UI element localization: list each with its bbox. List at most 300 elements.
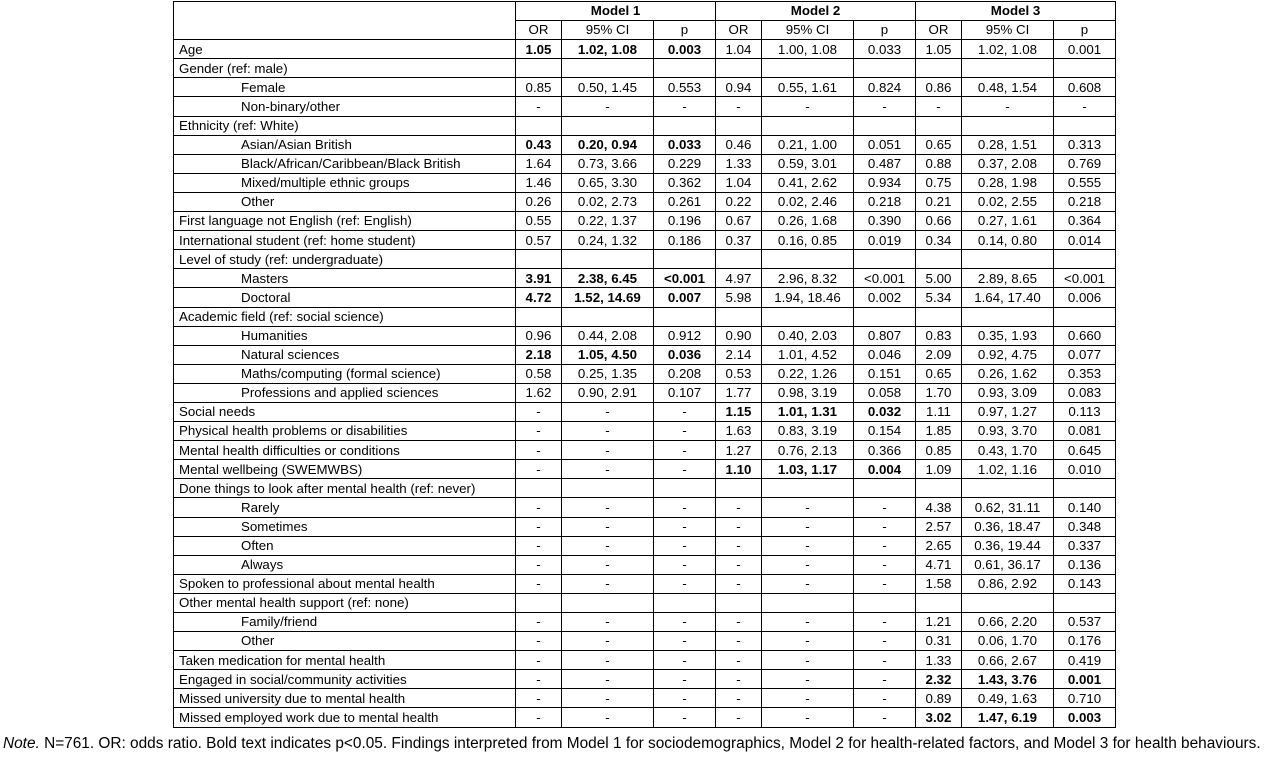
model-2-p-cell: 0.824 bbox=[854, 78, 916, 97]
model-1-p-cell bbox=[654, 59, 716, 78]
model-1-p-cell: - bbox=[654, 574, 716, 593]
model-3-p-cell: 0.176 bbox=[1054, 632, 1116, 651]
or-header: OR bbox=[716, 21, 762, 40]
p-header: p bbox=[1054, 21, 1116, 40]
p-header: p bbox=[854, 21, 916, 40]
model-3-or-cell: 5.00 bbox=[916, 269, 962, 288]
model-3-ci-cell: 0.62, 31.11 bbox=[962, 498, 1054, 517]
row-label: International student (ref: home student) bbox=[174, 231, 516, 250]
model-1-ci-cell: - bbox=[562, 498, 654, 517]
table-row bbox=[174, 555, 1116, 574]
model-3-p-cell: 0.140 bbox=[1054, 498, 1116, 517]
model-2-ci-cell bbox=[762, 116, 854, 135]
model-1-ci-cell: - bbox=[562, 555, 654, 574]
row-label: Engaged in social/community activities bbox=[174, 670, 516, 689]
model-2-or-cell: - bbox=[716, 574, 762, 593]
row-label: Other mental health support (ref: none) bbox=[174, 593, 516, 612]
model-1-ci-cell: - bbox=[562, 670, 654, 689]
model-1-p-cell: - bbox=[654, 441, 716, 460]
model-2-ci-cell: - bbox=[762, 689, 854, 708]
model-3-ci-cell: 0.36, 18.47 bbox=[962, 517, 1054, 536]
table-row bbox=[174, 40, 1116, 59]
model-3-p-cell: 0.001 bbox=[1054, 40, 1116, 59]
model-3-ci-cell: 0.36, 19.44 bbox=[962, 536, 1054, 555]
row-label: Gender (ref: male) bbox=[174, 59, 516, 78]
model-2-ci-cell: - bbox=[762, 613, 854, 632]
model-2-or-cell: - bbox=[716, 613, 762, 632]
model-2-p-cell bbox=[854, 593, 916, 612]
model-1-or-cell: 3.91 bbox=[516, 269, 562, 288]
model-2-or-cell: 5.98 bbox=[716, 288, 762, 307]
table-row bbox=[174, 192, 1116, 211]
model-2-ci-cell: - bbox=[762, 670, 854, 689]
model-2-or-cell: 1.04 bbox=[716, 173, 762, 192]
model-3-or-cell bbox=[916, 116, 962, 135]
model-3-or-cell: 0.75 bbox=[916, 173, 962, 192]
model-3-p-cell: 0.769 bbox=[1054, 154, 1116, 173]
model-3-p-cell: 0.555 bbox=[1054, 173, 1116, 192]
ci-header: 95% CI bbox=[762, 21, 854, 40]
model-1-ci-cell: 0.25, 1.35 bbox=[562, 364, 654, 383]
model-3-or-cell: 0.65 bbox=[916, 364, 962, 383]
model-1-ci-cell: - bbox=[562, 441, 654, 460]
model-1-ci-cell: 0.22, 1.37 bbox=[562, 212, 654, 231]
model-3-p-cell: 0.081 bbox=[1054, 422, 1116, 441]
model-3-ci-cell: 1.02, 1.16 bbox=[962, 460, 1054, 479]
model-3-or-cell: 0.66 bbox=[916, 212, 962, 231]
model-2-or-cell: - bbox=[716, 670, 762, 689]
model-3-p-cell: 0.660 bbox=[1054, 326, 1116, 345]
row-label: Rarely bbox=[174, 498, 516, 517]
model-2-or-cell: 0.22 bbox=[716, 192, 762, 211]
table-row bbox=[174, 479, 1116, 498]
model-1-p-cell: - bbox=[654, 689, 716, 708]
model-3-ci-cell: 0.26, 1.62 bbox=[962, 364, 1054, 383]
model-2-ci-cell: 1.01, 4.52 bbox=[762, 345, 854, 364]
model-3-ci-cell: 0.48, 1.54 bbox=[962, 78, 1054, 97]
model-3-or-cell bbox=[916, 593, 962, 612]
table-note bbox=[3, 734, 1278, 754]
model-3-ci-cell bbox=[962, 593, 1054, 612]
model-1-ci-cell: - bbox=[562, 632, 654, 651]
model-2-ci-cell: - bbox=[762, 555, 854, 574]
model-2-ci-cell: 1.03, 1.17 bbox=[762, 460, 854, 479]
model-2-ci-cell bbox=[762, 593, 854, 612]
model-1-or-cell: - bbox=[516, 708, 562, 727]
model-3-ci-cell: 0.93, 3.09 bbox=[962, 383, 1054, 402]
model-3-ci-cell: 0.35, 1.93 bbox=[962, 326, 1054, 345]
model-2-p-cell: - bbox=[854, 651, 916, 670]
model-3-header: Model 3 bbox=[916, 2, 1116, 21]
model-1-ci-cell: 0.44, 2.08 bbox=[562, 326, 654, 345]
model-2-ci-cell: 0.41, 2.62 bbox=[762, 173, 854, 192]
model-2-p-cell: - bbox=[854, 708, 916, 727]
model-3-p-cell: 0.136 bbox=[1054, 555, 1116, 574]
model-1-or-cell: - bbox=[516, 517, 562, 536]
row-label: Age bbox=[174, 40, 516, 59]
model-2-or-cell bbox=[716, 307, 762, 326]
model-1-or-cell: 0.55 bbox=[516, 212, 562, 231]
model-2-p-cell: 0.004 bbox=[854, 460, 916, 479]
model-2-p-cell: 0.487 bbox=[854, 154, 916, 173]
model-3-p-cell: 0.010 bbox=[1054, 460, 1116, 479]
model-1-p-cell: - bbox=[654, 632, 716, 651]
model-2-or-cell: 1.63 bbox=[716, 422, 762, 441]
model-3-ci-cell: 1.64, 17.40 bbox=[962, 288, 1054, 307]
table-row bbox=[174, 441, 1116, 460]
model-3-p-cell: 0.143 bbox=[1054, 574, 1116, 593]
row-label: Other bbox=[174, 632, 516, 651]
model-2-ci-cell: 0.76, 2.13 bbox=[762, 441, 854, 460]
model-3-p-cell: 0.645 bbox=[1054, 441, 1116, 460]
model-1-or-cell bbox=[516, 307, 562, 326]
ci-header: 95% CI bbox=[962, 21, 1054, 40]
model-1-or-cell: - bbox=[516, 402, 562, 421]
model-1-p-cell: - bbox=[654, 708, 716, 727]
row-label: Natural sciences bbox=[174, 345, 516, 364]
model-1-ci-cell bbox=[562, 116, 654, 135]
model-1-or-cell: 1.62 bbox=[516, 383, 562, 402]
table-row bbox=[174, 460, 1116, 479]
model-3-or-cell: 0.86 bbox=[916, 78, 962, 97]
model-2-ci-cell: - bbox=[762, 632, 854, 651]
table-row bbox=[174, 288, 1116, 307]
or-header: OR bbox=[516, 21, 562, 40]
model-3-p-cell bbox=[1054, 116, 1116, 135]
model-2-p-cell: - bbox=[854, 498, 916, 517]
model-1-ci-cell: 0.65, 3.30 bbox=[562, 173, 654, 192]
model-2-or-cell bbox=[716, 250, 762, 269]
model-1-or-cell: 0.96 bbox=[516, 326, 562, 345]
model-1-p-cell: 0.229 bbox=[654, 154, 716, 173]
model-2-ci-cell bbox=[762, 59, 854, 78]
model-1-ci-cell: 0.50, 1.45 bbox=[562, 78, 654, 97]
model-2-ci-cell: 1.94, 18.46 bbox=[762, 288, 854, 307]
model-2-p-cell bbox=[854, 479, 916, 498]
model-2-or-cell bbox=[716, 479, 762, 498]
model-2-or-cell: 0.46 bbox=[716, 135, 762, 154]
model-3-ci-cell: - bbox=[962, 97, 1054, 116]
model-2-ci-cell: 0.55, 1.61 bbox=[762, 78, 854, 97]
row-label: Humanities bbox=[174, 326, 516, 345]
model-1-or-cell: - bbox=[516, 613, 562, 632]
model-2-or-cell: 0.90 bbox=[716, 326, 762, 345]
model-3-p-cell: 0.419 bbox=[1054, 651, 1116, 670]
model-3-or-cell: 1.05 bbox=[916, 40, 962, 59]
model-1-ci-cell: 0.20, 0.94 bbox=[562, 135, 654, 154]
model-3-ci-cell: 0.49, 1.63 bbox=[962, 689, 1054, 708]
table-row bbox=[174, 135, 1116, 154]
model-1-or-cell bbox=[516, 593, 562, 612]
model-2-or-cell: 1.10 bbox=[716, 460, 762, 479]
model-3-ci-cell bbox=[962, 59, 1054, 78]
model-3-or-cell: 4.71 bbox=[916, 555, 962, 574]
model-1-header: Model 1 bbox=[516, 2, 716, 21]
model-2-or-cell: 2.14 bbox=[716, 345, 762, 364]
model-2-or-cell: 1.33 bbox=[716, 154, 762, 173]
model-2-p-cell: 0.051 bbox=[854, 135, 916, 154]
model-1-or-cell: 0.43 bbox=[516, 135, 562, 154]
model-3-p-cell bbox=[1054, 307, 1116, 326]
row-label: Sometimes bbox=[174, 517, 516, 536]
model-1-p-cell: - bbox=[654, 402, 716, 421]
row-label: Family/friend bbox=[174, 613, 516, 632]
model-1-ci-cell: 0.73, 3.66 bbox=[562, 154, 654, 173]
table-row bbox=[174, 231, 1116, 250]
model-1-p-cell: 0.261 bbox=[654, 192, 716, 211]
model-2-ci-cell: 1.01, 1.31 bbox=[762, 402, 854, 421]
model-1-p-cell: 0.208 bbox=[654, 364, 716, 383]
row-label: Mental wellbeing (SWEMWBS) bbox=[174, 460, 516, 479]
table-row bbox=[174, 307, 1116, 326]
regression-table bbox=[173, 1, 1116, 728]
model-2-or-cell: - bbox=[716, 632, 762, 651]
model-2-or-cell: 0.37 bbox=[716, 231, 762, 250]
model-2-p-cell: 0.390 bbox=[854, 212, 916, 231]
model-1-p-cell: - bbox=[654, 498, 716, 517]
model-1-ci-cell bbox=[562, 59, 654, 78]
model-3-p-cell: 0.006 bbox=[1054, 288, 1116, 307]
model-3-or-cell: 1.09 bbox=[916, 460, 962, 479]
model-1-ci-cell bbox=[562, 250, 654, 269]
model-3-or-cell: 3.02 bbox=[916, 708, 962, 727]
model-3-ci-cell: 0.61, 36.17 bbox=[962, 555, 1054, 574]
model-1-ci-cell bbox=[562, 307, 654, 326]
model-2-or-cell: - bbox=[716, 708, 762, 727]
model-1-p-cell bbox=[654, 479, 716, 498]
model-1-p-cell: 0.912 bbox=[654, 326, 716, 345]
model-2-p-cell: - bbox=[854, 536, 916, 555]
model-2-ci-cell bbox=[762, 250, 854, 269]
model-1-ci-cell: 0.24, 1.32 bbox=[562, 231, 654, 250]
row-label: Female bbox=[174, 78, 516, 97]
model-1-p-cell: 0.107 bbox=[654, 383, 716, 402]
table-row bbox=[174, 116, 1116, 135]
model-3-p-cell: 0.083 bbox=[1054, 383, 1116, 402]
model-3-or-cell: 0.85 bbox=[916, 441, 962, 460]
row-label: Doctoral bbox=[174, 288, 516, 307]
model-2-ci-cell: 0.22, 1.26 bbox=[762, 364, 854, 383]
model-3-p-cell bbox=[1054, 59, 1116, 78]
model-1-or-cell bbox=[516, 116, 562, 135]
model-3-ci-cell bbox=[962, 479, 1054, 498]
table-row bbox=[174, 536, 1116, 555]
row-label: Taken medication for mental health bbox=[174, 651, 516, 670]
model-3-or-cell: 0.34 bbox=[916, 231, 962, 250]
model-3-ci-cell: 2.89, 8.65 bbox=[962, 269, 1054, 288]
model-1-p-cell: - bbox=[654, 555, 716, 574]
model-3-or-cell: 2.57 bbox=[916, 517, 962, 536]
model-2-or-cell: - bbox=[716, 517, 762, 536]
model-1-ci-cell: 1.05, 4.50 bbox=[562, 345, 654, 364]
model-2-or-cell: 0.67 bbox=[716, 212, 762, 231]
model-3-or-cell: 1.11 bbox=[916, 402, 962, 421]
model-2-or-cell bbox=[716, 593, 762, 612]
model-2-ci-cell: - bbox=[762, 97, 854, 116]
model-3-p-cell bbox=[1054, 479, 1116, 498]
model-1-ci-cell: - bbox=[562, 97, 654, 116]
model-1-p-cell bbox=[654, 116, 716, 135]
model-3-p-cell: 0.313 bbox=[1054, 135, 1116, 154]
row-label: Black/African/Caribbean/Black British bbox=[174, 154, 516, 173]
table-row bbox=[174, 574, 1116, 593]
model-1-ci-cell bbox=[562, 479, 654, 498]
model-1-p-cell: 0.003 bbox=[654, 40, 716, 59]
model-1-p-cell: 0.186 bbox=[654, 231, 716, 250]
model-3-p-cell: 0.710 bbox=[1054, 689, 1116, 708]
model-3-or-cell: 1.70 bbox=[916, 383, 962, 402]
model-1-or-cell: 0.85 bbox=[516, 78, 562, 97]
model-1-p-cell: - bbox=[654, 517, 716, 536]
table-row bbox=[174, 78, 1116, 97]
model-1-or-cell bbox=[516, 250, 562, 269]
model-3-or-cell: 0.88 bbox=[916, 154, 962, 173]
row-label: Asian/Asian British bbox=[174, 135, 516, 154]
model-1-or-cell: 0.57 bbox=[516, 231, 562, 250]
model-header-row bbox=[174, 2, 1116, 21]
model-2-p-cell: <0.001 bbox=[854, 269, 916, 288]
model-2-p-cell: 0.046 bbox=[854, 345, 916, 364]
model-3-p-cell: 0.077 bbox=[1054, 345, 1116, 364]
model-1-p-cell: - bbox=[654, 613, 716, 632]
model-2-p-cell: - bbox=[854, 97, 916, 116]
model-3-or-cell: - bbox=[916, 97, 962, 116]
model-2-or-cell: 0.94 bbox=[716, 78, 762, 97]
table-row bbox=[174, 326, 1116, 345]
model-3-p-cell: 0.364 bbox=[1054, 212, 1116, 231]
model-1-p-cell: - bbox=[654, 536, 716, 555]
model-1-p-cell: - bbox=[654, 97, 716, 116]
p-header: p bbox=[654, 21, 716, 40]
model-3-or-cell: 1.33 bbox=[916, 651, 962, 670]
model-2-p-cell: 0.019 bbox=[854, 231, 916, 250]
model-2-p-cell: - bbox=[854, 670, 916, 689]
table-row bbox=[174, 212, 1116, 231]
model-2-ci-cell bbox=[762, 479, 854, 498]
model-2-ci-cell: - bbox=[762, 651, 854, 670]
model-1-p-cell bbox=[654, 250, 716, 269]
row-label: Often bbox=[174, 536, 516, 555]
model-1-ci-cell: - bbox=[562, 613, 654, 632]
model-3-ci-cell bbox=[962, 307, 1054, 326]
table-row bbox=[174, 250, 1116, 269]
model-1-ci-cell: - bbox=[562, 689, 654, 708]
table-row bbox=[174, 670, 1116, 689]
model-3-p-cell bbox=[1054, 593, 1116, 612]
model-1-or-cell: 2.18 bbox=[516, 345, 562, 364]
model-1-ci-cell: 0.90, 2.91 bbox=[562, 383, 654, 402]
model-3-or-cell: 4.38 bbox=[916, 498, 962, 517]
model-3-ci-cell: 0.93, 3.70 bbox=[962, 422, 1054, 441]
model-2-or-cell: 4.97 bbox=[716, 269, 762, 288]
model-3-or-cell: 0.31 bbox=[916, 632, 962, 651]
row-label: Ethnicity (ref: White) bbox=[174, 116, 516, 135]
model-3-ci-cell: 0.66, 2.67 bbox=[962, 651, 1054, 670]
model-3-p-cell: 0.353 bbox=[1054, 364, 1116, 383]
model-1-p-cell: - bbox=[654, 422, 716, 441]
model-3-ci-cell: 0.27, 1.61 bbox=[962, 212, 1054, 231]
model-2-ci-cell: 0.02, 2.46 bbox=[762, 192, 854, 211]
table-row bbox=[174, 593, 1116, 612]
model-2-p-cell: 0.002 bbox=[854, 288, 916, 307]
model-1-p-cell: 0.033 bbox=[654, 135, 716, 154]
table-row bbox=[174, 498, 1116, 517]
model-2-or-cell: 1.27 bbox=[716, 441, 762, 460]
model-3-or-cell: 0.21 bbox=[916, 192, 962, 211]
row-label: Missed university due to mental health bbox=[174, 689, 516, 708]
table-header bbox=[174, 2, 1116, 40]
model-1-ci-cell: - bbox=[562, 536, 654, 555]
model-1-p-cell: 0.036 bbox=[654, 345, 716, 364]
model-2-ci-cell: 2.96, 8.32 bbox=[762, 269, 854, 288]
row-label: Professions and applied sciences bbox=[174, 383, 516, 402]
model-3-or-cell: 5.34 bbox=[916, 288, 962, 307]
model-1-or-cell: - bbox=[516, 670, 562, 689]
model-1-ci-cell: 1.52, 14.69 bbox=[562, 288, 654, 307]
model-1-or-cell: - bbox=[516, 422, 562, 441]
model-1-or-cell: - bbox=[516, 97, 562, 116]
model-1-ci-cell: 2.38, 6.45 bbox=[562, 269, 654, 288]
model-3-or-cell: 2.65 bbox=[916, 536, 962, 555]
model-2-p-cell: 0.366 bbox=[854, 441, 916, 460]
table-row bbox=[174, 613, 1116, 632]
table-row bbox=[174, 632, 1116, 651]
model-1-ci-cell bbox=[562, 593, 654, 612]
row-label: Non-binary/other bbox=[174, 97, 516, 116]
model-3-p-cell: 0.113 bbox=[1054, 402, 1116, 421]
table-row bbox=[174, 154, 1116, 173]
model-2-p-cell bbox=[854, 59, 916, 78]
model-3-ci-cell: 0.66, 2.20 bbox=[962, 613, 1054, 632]
model-1-or-cell: - bbox=[516, 689, 562, 708]
model-1-p-cell: - bbox=[654, 670, 716, 689]
model-2-ci-cell: - bbox=[762, 517, 854, 536]
model-2-or-cell bbox=[716, 59, 762, 78]
row-label: Masters bbox=[174, 269, 516, 288]
model-2-or-cell: 1.77 bbox=[716, 383, 762, 402]
model-2-ci-cell: 0.16, 0.85 bbox=[762, 231, 854, 250]
model-2-p-cell: 0.154 bbox=[854, 422, 916, 441]
model-3-or-cell bbox=[916, 479, 962, 498]
model-2-p-cell bbox=[854, 250, 916, 269]
model-2-p-cell: - bbox=[854, 632, 916, 651]
model-2-or-cell: 0.53 bbox=[716, 364, 762, 383]
model-2-p-cell: - bbox=[854, 555, 916, 574]
model-2-ci-cell: - bbox=[762, 574, 854, 593]
model-1-ci-cell: - bbox=[562, 422, 654, 441]
table-row bbox=[174, 364, 1116, 383]
model-3-p-cell: 0.337 bbox=[1054, 536, 1116, 555]
model-1-or-cell: - bbox=[516, 441, 562, 460]
table-row bbox=[174, 269, 1116, 288]
model-1-ci-cell: 0.02, 2.73 bbox=[562, 192, 654, 211]
model-3-ci-cell: 0.86, 2.92 bbox=[962, 574, 1054, 593]
model-1-p-cell bbox=[654, 307, 716, 326]
model-1-p-cell: 0.196 bbox=[654, 212, 716, 231]
model-1-p-cell: 0.362 bbox=[654, 173, 716, 192]
model-3-or-cell bbox=[916, 307, 962, 326]
model-1-p-cell: 0.553 bbox=[654, 78, 716, 97]
row-label: Mixed/multiple ethnic groups bbox=[174, 173, 516, 192]
model-3-p-cell: 0.537 bbox=[1054, 613, 1116, 632]
model-2-p-cell: - bbox=[854, 574, 916, 593]
model-3-ci-cell bbox=[962, 250, 1054, 269]
model-3-ci-cell: 0.37, 2.08 bbox=[962, 154, 1054, 173]
model-3-ci-cell: 1.47, 6.19 bbox=[962, 708, 1054, 727]
model-2-ci-cell: 0.21, 1.00 bbox=[762, 135, 854, 154]
model-2-ci-cell: - bbox=[762, 498, 854, 517]
model-1-or-cell: 0.26 bbox=[516, 192, 562, 211]
